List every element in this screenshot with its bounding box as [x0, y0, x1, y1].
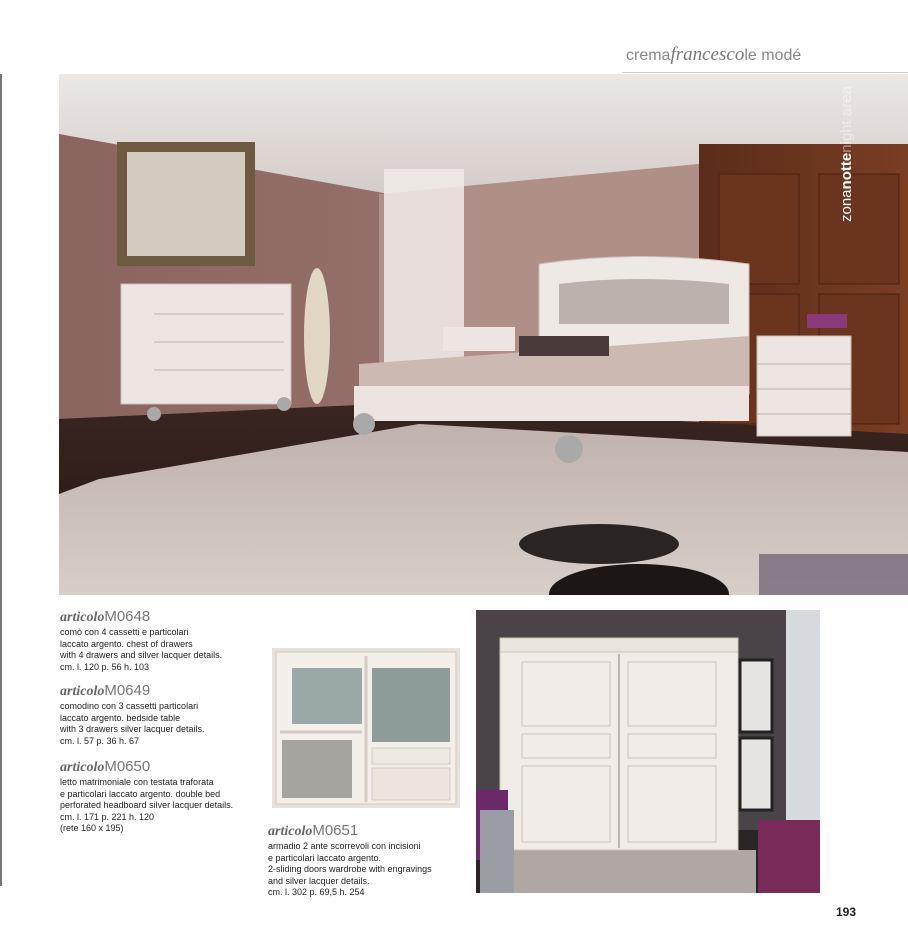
article-line: comodino con 3 cassetti particolari: [60, 701, 199, 711]
page-edge-line: [0, 74, 2, 886]
page-number: 193: [836, 905, 857, 919]
article-m0649: [60, 682, 205, 747]
brand-part-francesco: francesco: [670, 44, 745, 65]
label-notte: notte: [838, 152, 855, 190]
article-line: with 3 drawers silver lacquer details.: [60, 724, 205, 734]
wardrobe-interior-photo: [272, 648, 460, 808]
header-rule: [622, 72, 908, 73]
article-word: articolo: [60, 760, 105, 775]
label-zona: zona: [838, 189, 855, 222]
article-title: [60, 758, 233, 776]
article-line: armadio 2 ante scorrevoli con incisioni: [268, 841, 421, 851]
article-code: M0649: [104, 682, 151, 699]
article-line: laccato argento. bedside table: [60, 712, 181, 723]
article-code: M0651: [312, 822, 359, 839]
article-title: [60, 682, 205, 700]
article-line: laccato argento. chest of drawers: [60, 638, 193, 649]
bedroom-photo: [59, 74, 908, 595]
article-line: cm. l. 120 p. 56 h. 103: [60, 661, 150, 672]
brand-part-crema: crema: [626, 47, 671, 64]
article-title: [60, 608, 222, 626]
article-line: perforated headboard silver lacquer details.: [60, 800, 234, 810]
article-line: cm. l. 302 p. 69,5 h. 254: [268, 887, 365, 897]
article-line: and silver lacquer details.: [268, 875, 370, 886]
article-line: (rete 160 x 195): [60, 823, 124, 833]
brand-part-lemode: le modé: [744, 47, 802, 64]
article-word: articolo: [60, 684, 105, 699]
article-code: M0648: [104, 608, 151, 625]
article-line: e particolari laccato argento. double bed: [60, 788, 221, 799]
article-line: with 4 drawers and silver lacquer details.: [60, 650, 223, 660]
article-line: 2-sliding doors wardrobe with engravings: [268, 864, 432, 874]
brand-title: [626, 44, 801, 66]
article-m0648: [60, 608, 222, 673]
article-m0651: [268, 822, 432, 899]
article-line: comò con 4 cassetti e particolari: [60, 627, 189, 637]
article-line: cm. l. 171 p. 221 h. 120: [60, 811, 155, 822]
article-line: letto matrimoniale con testata traforata: [60, 777, 214, 787]
article-line: e particolari laccato argento.: [268, 852, 382, 863]
section-vertical-label: [834, 70, 858, 230]
article-word: articolo: [268, 824, 313, 839]
label-night-area: night area: [838, 86, 855, 153]
article-title: [268, 822, 432, 840]
article-word: articolo: [60, 610, 105, 625]
article-line: cm. l. 57 p. 36 h. 67: [60, 735, 140, 746]
article-code: M0650: [104, 758, 151, 775]
wardrobe-photo: [476, 610, 820, 893]
article-m0650: [60, 758, 233, 835]
